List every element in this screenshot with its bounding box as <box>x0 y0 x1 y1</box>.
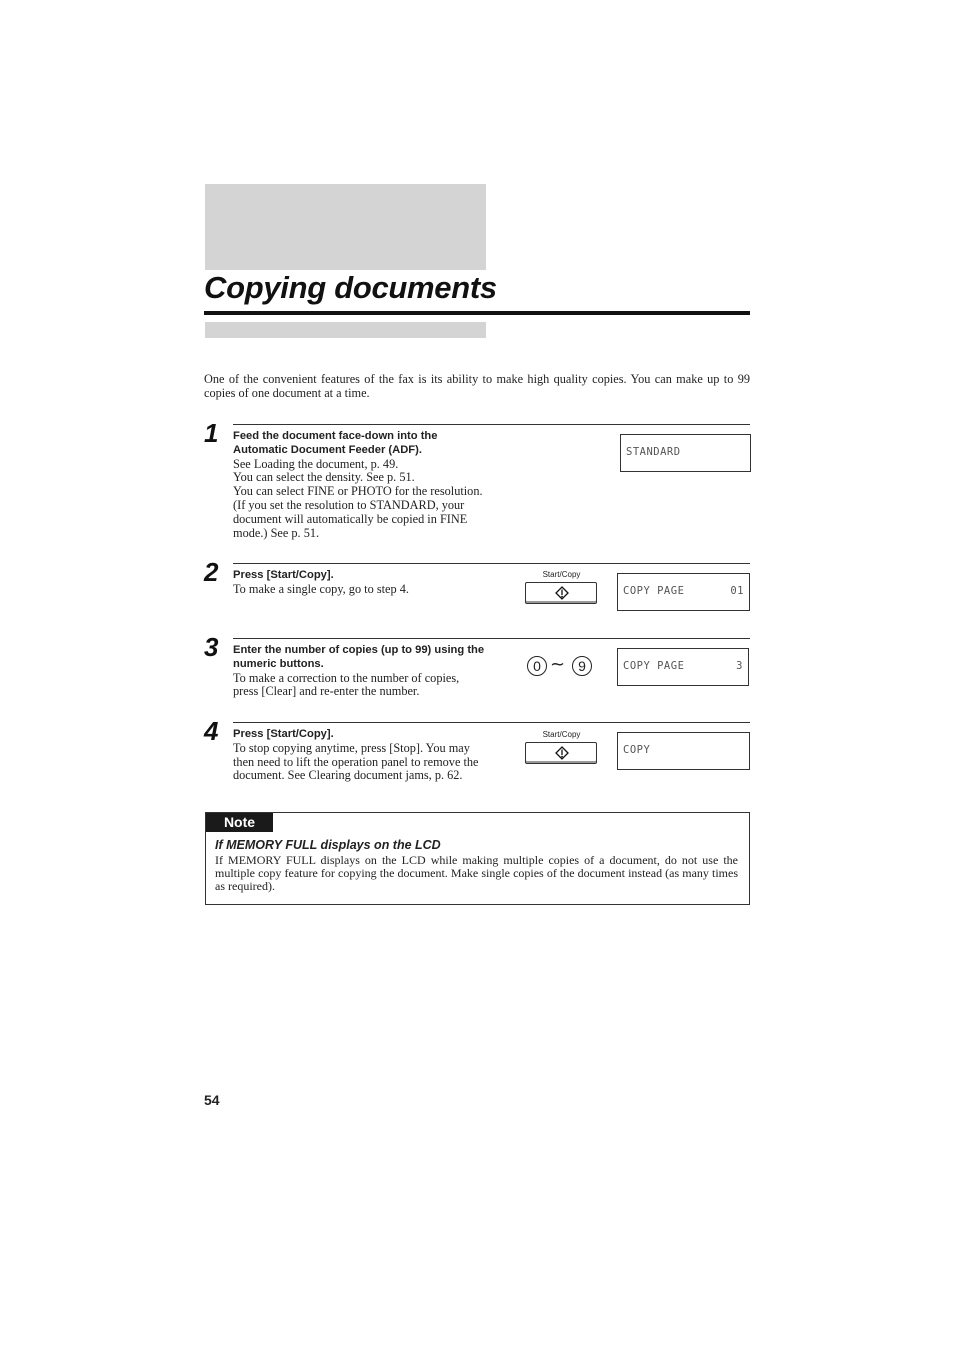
lcd-display <box>620 434 751 472</box>
page-number: 54 <box>204 1092 220 1108</box>
step-body <box>233 458 518 541</box>
step-heading: Feed the document face-down into the Automatic Document Feeder (ADF). <box>233 430 438 456</box>
step-body <box>233 583 508 597</box>
step-text <box>233 430 518 540</box>
step-number: 4 <box>204 716 219 746</box>
lcd-left-text: STANDARD <box>626 446 681 458</box>
step-rule <box>233 424 750 425</box>
step-body-line: To stop copying anytime, press [Stop]. You may <box>233 740 470 755</box>
lcd-display <box>617 573 750 611</box>
step-body-line: document. See Clearing document jams, p. 62. <box>233 768 463 783</box>
step-body-line: mode.) See p. 51. <box>233 525 320 540</box>
step-heading: Enter the number of copies (up to 99) using the numeric buttons. <box>233 644 485 670</box>
start-copy-key-label: Start/Copy <box>542 730 581 739</box>
note-heading: If MEMORY FULL displays on the LCD <box>215 838 441 852</box>
step-body-line: You can select FINE or PHOTO for the resolution. <box>233 484 483 499</box>
step-rule <box>233 638 750 639</box>
step-body <box>233 742 508 783</box>
step-body-line: See Loading the document, p. 49. <box>233 456 399 471</box>
step-heading: Press [Start/Copy]. <box>233 728 334 740</box>
lcd-left-text: COPY PAGE <box>623 585 685 597</box>
lcd-display <box>617 648 749 686</box>
lcd-left-text: COPY <box>623 744 651 756</box>
title-rule <box>204 311 750 315</box>
start-copy-key-label: Start/Copy <box>542 570 581 579</box>
start-diamond-icon <box>555 746 569 760</box>
page-title: Copying documents <box>204 270 497 305</box>
note-tab: Note <box>206 813 273 832</box>
start-copy-key <box>525 582 597 604</box>
lcd-right-text: 3 <box>736 660 743 672</box>
start-diamond-icon <box>555 586 569 600</box>
step-rule <box>233 722 750 723</box>
step-body-line: press [Clear] and re-enter the number. <box>233 684 420 699</box>
step-text <box>233 728 508 783</box>
step-body-line: (If you set the resolution to STANDARD, your <box>233 497 465 512</box>
intro-paragraph: One of the convenient features of the fax is its ability to make high quality copies. You can make up to 99 copies of one document at a time. <box>204 372 750 400</box>
header-grey-block <box>205 184 486 270</box>
step-number: 3 <box>204 632 219 662</box>
step-body-line: You can select the density. See p. 51. <box>233 470 415 485</box>
subheader-grey-bar <box>205 322 486 338</box>
lcd-left-text: COPY PAGE <box>623 660 685 672</box>
range-tilde: ~ <box>550 654 566 675</box>
note-body: If MEMORY FULL displays on the LCD while making multiple copies of a document, do not use the multiple copy feature for copying the document. Make single copies of the document instead (as many times as required). <box>215 853 738 893</box>
numeric-key-0: 0 <box>527 656 547 676</box>
start-copy-key <box>525 742 597 764</box>
lcd-right-text: 01 <box>730 585 744 597</box>
step-body-line: document will automatically be copied in FINE <box>233 511 468 526</box>
step-text <box>233 644 508 699</box>
step-body-line: To make a single copy, go to step 4. <box>233 581 409 596</box>
step-body <box>233 672 508 700</box>
step-text <box>233 569 508 597</box>
step-rule <box>233 563 750 564</box>
lcd-display <box>617 732 750 770</box>
step-heading: Press [Start/Copy]. <box>233 569 334 581</box>
step-number: 2 <box>204 557 219 587</box>
step-body-line: then need to lift the operation panel to remove the <box>233 754 479 769</box>
step-body-line: To make a correction to the number of copies, <box>233 670 460 685</box>
numeric-key-9: 9 <box>572 656 592 676</box>
step-number: 1 <box>204 418 219 448</box>
